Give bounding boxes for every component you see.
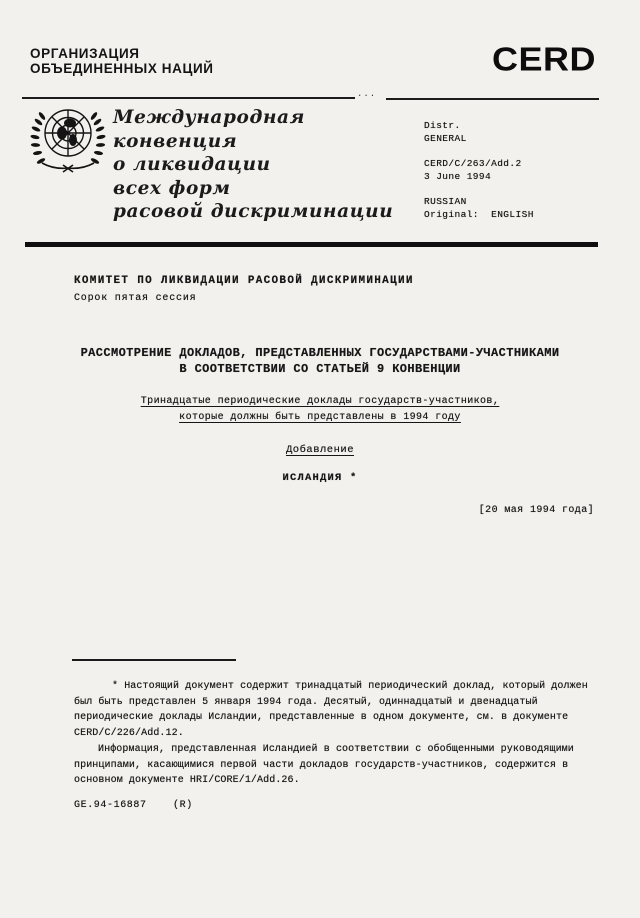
convention-title-line: конвенция: [113, 130, 238, 152]
committee-heading: КОМИТЕТ ПО ЛИКВИДАЦИИ РАСОВОЙ ДИСКРИМИНАЦИИ: [74, 275, 414, 287]
ge-distribution-number: GE.94-16887 (R): [74, 800, 193, 811]
doc-language: RUSSIAN: [424, 196, 467, 207]
un-org-name-line1: ОРГАНИЗАЦИЯ: [30, 46, 140, 61]
convention-title-line: расовой дискриминации: [113, 201, 394, 222]
footnote-paragraph-1: * Настоящий документ содержит тринадцатый периодический доклад, который должен был быть представлен 5 января 1994 года. Десятый, одиннадцатый и двенадцатый периодические доклады Исландии, представленные в одном документе, см. в документе CERD/C/226/Add.12.: [74, 681, 588, 739]
header-rule-left: [22, 97, 355, 99]
doc-ref: CERD/C/263/Add.2: [424, 158, 522, 169]
header-rule-right: [386, 98, 599, 100]
report-title: [40, 345, 600, 377]
convention-title-line: Международная: [113, 107, 305, 128]
doc-ref-group: [424, 158, 534, 183]
distr-group: [424, 120, 534, 145]
date-received: [20 мая 1994 года]: [478, 505, 594, 516]
report-title-line2: В СООТВЕТСТВИИ СО СТАТЬЕЙ 9 КОНВЕНЦИИ: [179, 362, 461, 376]
convention-title: [113, 106, 393, 224]
un-emblem-icon: [29, 106, 107, 179]
addendum-heading: Добавление: [285, 444, 354, 456]
header-rule-dots: ···: [357, 91, 377, 101]
footnote-paragraph-2: Информация, представленная Исландией в соответствии с обобщенными руководящими принципами, касающимися первой части докладов государств-участников, содержится в основном документе HRI/CORE/1/Add.26.: [74, 744, 574, 787]
convention-title-line: всех форм: [113, 177, 231, 199]
country-heading: ИСЛАНДИЯ *: [282, 472, 358, 484]
language-group: [424, 196, 534, 221]
report-subtitle: [40, 394, 600, 426]
distr-label: Distr.: [424, 120, 461, 131]
masthead-divider: [25, 242, 598, 247]
convention-title-line: о ликвидации: [113, 154, 271, 175]
footnote-separator: [72, 659, 236, 661]
report-title-line1: РАССМОТРЕНИЕ ДОКЛАДОВ, ПРЕДСТАВЛЕННЫХ ГОСУДАРСТВАМИ-УЧАСТНИКАМИ: [80, 346, 560, 360]
distr-type: GENERAL: [424, 132, 467, 144]
report-subtitle-line2: которые должны быть представлены в 1994 году: [179, 412, 461, 423]
original-language: Original: ENGLISH: [424, 208, 534, 220]
report-subtitle-line1: Тринадцатые периодические доклады государств-участников,: [140, 396, 500, 407]
session-subheading: Сорок пятая сессия: [74, 293, 197, 304]
doc-symbol-cerd: CERD: [492, 40, 597, 78]
doc-date: 3 June 1994: [424, 170, 492, 182]
un-org-name-line2: ОБЪЕДИНЕННЫХ НАЦИЙ: [30, 61, 214, 76]
un-org-name: [30, 46, 214, 76]
distribution-block: [424, 120, 534, 234]
